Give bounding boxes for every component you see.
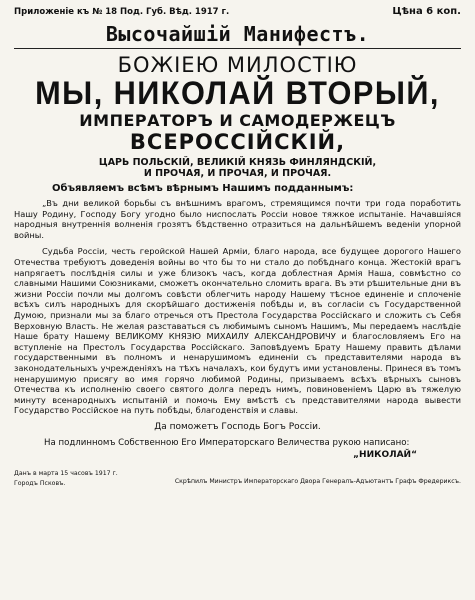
title-divider [14, 48, 461, 49]
paragraph-2: Судьба Россiи, честь геройской Нашей Армiи, благо народа, все будущее дорогого Нашего Отечества требуютъ доведенiя войны во что бы то ни стало до побѣднаго конца. Жестокiй врагъ напрягаетъ послѣднiя силы и уже близокъ часъ, когда доблестная Армiя Наша, совмѣстно со славными Нашими Союзниками, сможетъ окончательно сломить врага. Въ эти рѣшительные дни въ жизни Россiи почли мы долгомъ совѣсти облегчить народу Нашему тѣсное единенiе и сплоченiе всѣхъ силъ народныхъ для скорѣйшаго достиженiя побѣды и, въ согласiи съ Государственной Думою, признали мы за благо отречься отъ Престола Государства Россiйскаго и сложить съ Себя Верховную Власть. Не желая разставаться съ любимымъ сыномъ Нашимъ, Мы передаемъ наслѣдiе Наше брату Нашему ВЕЛИКОМУ КНЯЗЮ МИХАИЛУ АЛЕКСАНДРОВИЧУ и благословляемъ Его на вступленiе на Престолъ Государства Россiйскаго. Заповѣдуемъ Брату Нашему править дѣлами государственными въ полномъ и ненарушимомъ единенiи съ представителями народа въ законодательныхъ учрежденiяхъ на тѣхъ началахъ, кои будутъ ими установлены. Принеся въ томъ ненарушимую присягу во имя горячо любимой Родины, призываемъ всѣхъ вѣрныхъ сыновъ Отечества къ исполненiю своего святого долга передъ нимъ, повиновенiемъ Царю въ тяжелую минуту всенародныхъ испытанiй и помочь Ему вмѣстѣ съ представителями народа вывести Государство Россiйское на путь побѣды, благоденствiя и славы. [14, 246, 461, 416]
price-label: Цѣна 6 коп. [392, 6, 461, 17]
footer-date: Данъ в марта 15 часовъ 1917 г. [14, 469, 118, 477]
document-title: Высочайшiй Манифестъ. [105, 22, 370, 46]
header-line-1: БОЖIЕЮ МИЛОСТIЮ [117, 53, 358, 77]
address-line: Объявляемъ всѣмъ вѣрнымъ Нашимъ подданнымъ: [52, 183, 354, 194]
header-line-3: ИМПЕРАТОРЪ И САМОДЕРЖЕЦЪ [79, 111, 396, 130]
header-line-6: И ПРОЧАЯ, И ПРОЧАЯ, И ПРОЧАЯ. [143, 168, 332, 179]
header-line-5: ЦАРЬ ПОЛЬСКIЙ, ВЕЛИКIЙ КНЯЗЬ ФИНЛЯНДСКIЙ, [98, 157, 377, 168]
closing-line: Да поможетъ Господь Богъ Россiи. [154, 421, 321, 432]
paragraph-1: „Въ дни великой борьбы съ внѣшнимъ врагомъ, стремящимся почти три года поработить Нашу Родину, Господу Богу угодно было ниспослать Россiи новое тяжкое испытанiе. Начавшiяся народныя внутреннiя волненiя грозятъ бѣдственно отразиться на дальнѣйшемъ веденiи упорной войны. [14, 198, 461, 240]
signature: „НИКОЛАЙ“ [353, 449, 417, 460]
footer-left [14, 470, 118, 490]
header-line-4: ВСЕРОССIЙСКIЙ, [129, 130, 346, 154]
appendix-note: Приложенiе къ № 18 Под. Губ. Вѣд. 1917 г. [14, 7, 230, 17]
header-line-2: МЫ, НИКОЛАЙ ВТОРЫЙ, [35, 75, 440, 111]
footer-countersign: Скрѣпилъ Министръ Императорскаго Двора Генералъ-Адъютантъ Графъ Фредериксъ. [174, 477, 461, 485]
header [14, 22, 461, 179]
original-note: На подлинномъ Собственною Его Императорскаго Величества рукою написано: [44, 437, 410, 448]
footer-place: Городъ Псковъ. [14, 479, 66, 487]
footer [14, 470, 461, 490]
top-line [14, 6, 461, 20]
